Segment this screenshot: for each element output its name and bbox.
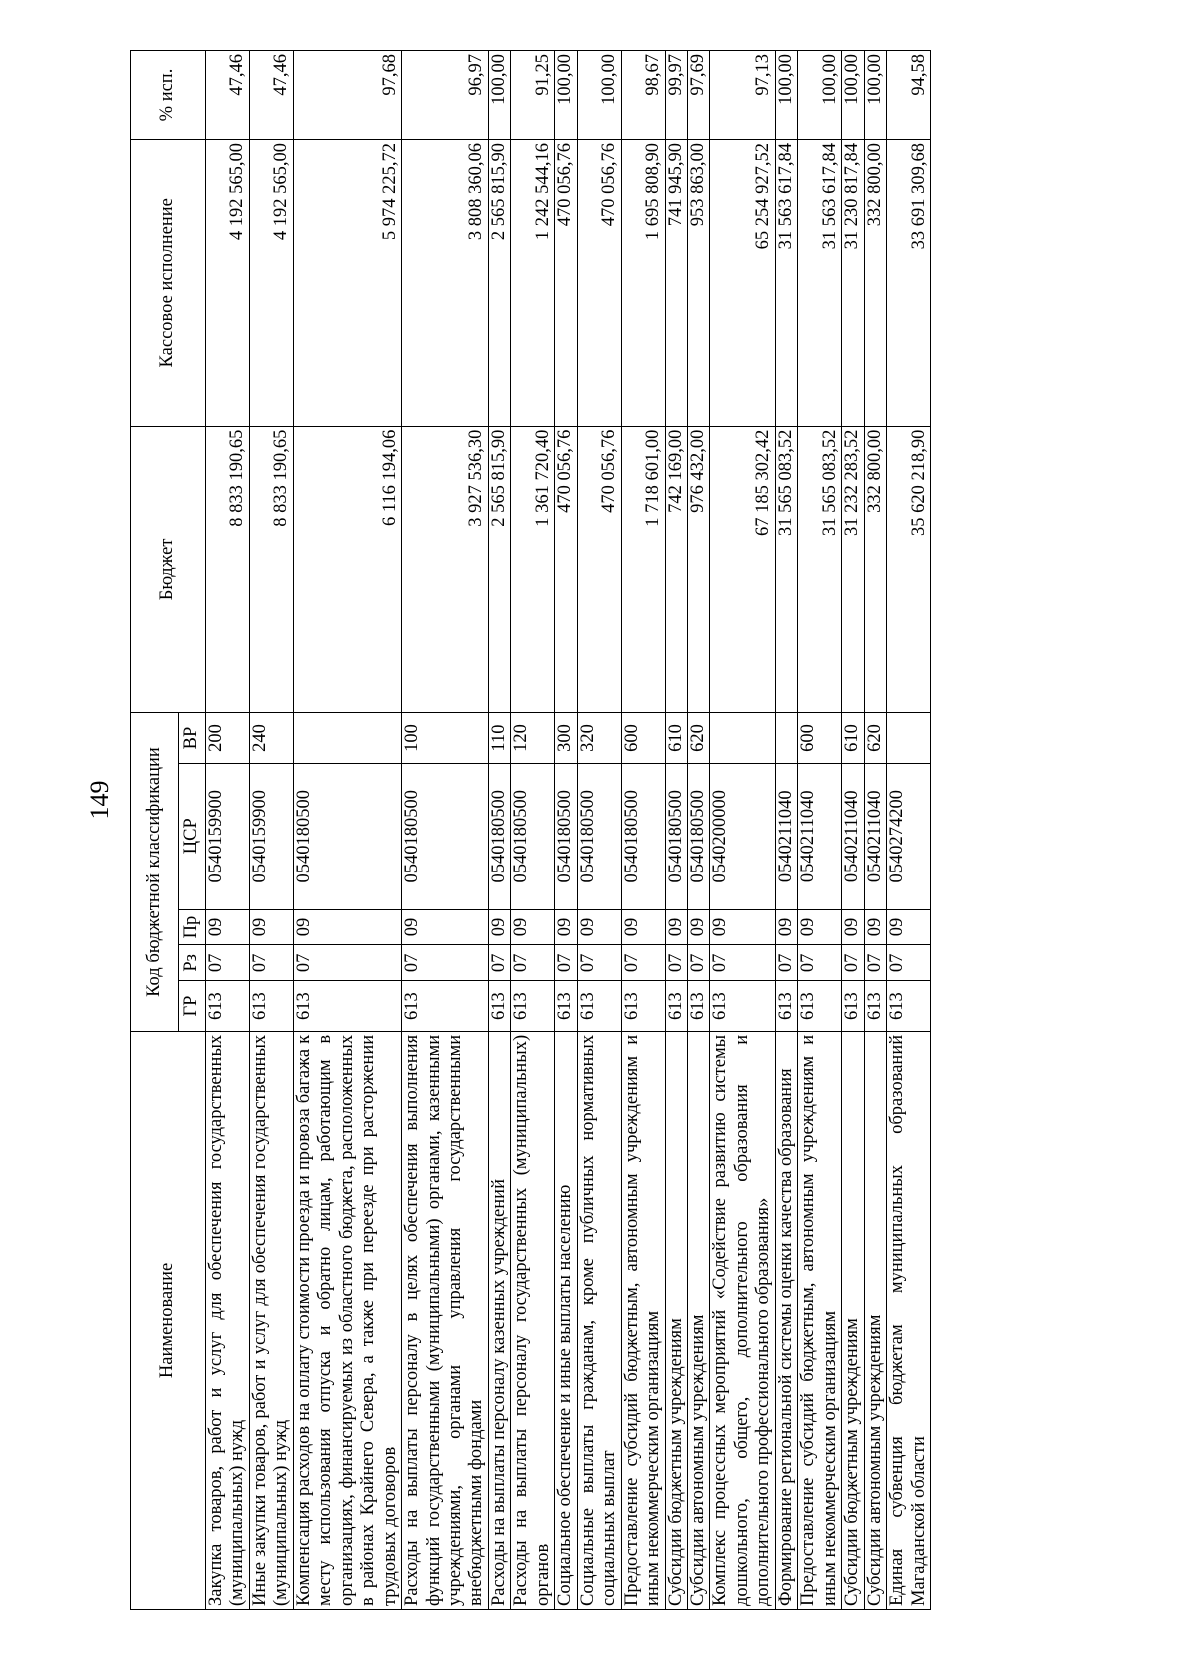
cell-rz: 07	[864, 945, 886, 981]
cell-csr: 0540200000	[710, 763, 775, 909]
cell-budget: 470 056,76	[555, 426, 577, 713]
page-number: 149	[85, 780, 114, 820]
table-row	[206, 51, 250, 1610]
cell-percent: 96,97	[402, 51, 489, 140]
table-row	[621, 51, 665, 1610]
cell-percent: 98,67	[621, 51, 665, 140]
cell-execution: 332 800,00	[864, 140, 886, 427]
cell-budget: 31 565 083,52	[798, 426, 842, 713]
cell-name: Компенсация расходов на оплату стоимости проезда и провоза багажа к месту использования отпуска и обратно лицам, работающим в организациях, финансируемых из областного бюджета, расположенных в районах Крайнего Севера, а также при переезде при расторжении трудовых договоров	[293, 1031, 401, 1609]
cell-pr: 09	[293, 909, 401, 945]
cell-gr: 613	[206, 981, 250, 1032]
cell-budget: 742 169,00	[665, 426, 687, 713]
cell-budget: 67 185 302,42	[710, 426, 775, 713]
rotated-page-content	[130, 50, 1070, 1610]
cell-pr: 09	[665, 909, 687, 945]
cell-rz: 07	[488, 945, 510, 981]
header-execution: Кассовое исполнение	[131, 140, 206, 427]
cell-pr: 09	[687, 909, 709, 945]
cell-csr: 0540180500	[488, 763, 510, 909]
cell-vr	[775, 713, 797, 764]
cell-gr: 613	[577, 981, 621, 1032]
cell-vr: 240	[249, 713, 293, 764]
cell-rz: 07	[687, 945, 709, 981]
cell-pr: 09	[249, 909, 293, 945]
cell-vr	[293, 713, 401, 764]
header-name: Наименование	[131, 1031, 206, 1609]
cell-pr: 09	[488, 909, 510, 945]
cell-budget: 3 927 536,30	[402, 426, 489, 713]
cell-name: Социальные выплаты гражданам, кроме публичных нормативных социальных выплат	[577, 1031, 621, 1609]
cell-execution: 470 056,76	[555, 140, 577, 427]
cell-csr: 0540180500	[293, 763, 401, 909]
cell-csr: 0540159900	[206, 763, 250, 909]
header-budget: Бюджет	[131, 426, 206, 713]
cell-name: Иные закупки товаров, работ и услуг для обеспечения государственных (муниципальных) нужд	[249, 1031, 293, 1609]
table-row	[687, 51, 709, 1610]
cell-vr: 100	[402, 713, 489, 764]
cell-execution: 470 056,76	[577, 140, 621, 427]
table-row	[887, 51, 931, 1610]
cell-vr: 610	[665, 713, 687, 764]
cell-vr: 110	[488, 713, 510, 764]
cell-csr: 0540180500	[665, 763, 687, 909]
cell-csr: 0540159900	[249, 763, 293, 909]
cell-vr	[710, 713, 775, 764]
table-row	[665, 51, 687, 1610]
cell-name: Социальное обеспечение и иные выплаты населению	[555, 1031, 577, 1609]
cell-percent: 94,58	[887, 51, 931, 140]
cell-rz: 07	[621, 945, 665, 981]
cell-budget: 470 056,76	[577, 426, 621, 713]
cell-execution: 953 863,00	[687, 140, 709, 427]
cell-execution: 1 242 544,16	[511, 140, 555, 427]
cell-vr: 300	[555, 713, 577, 764]
cell-execution: 4 192 565,00	[249, 140, 293, 427]
cell-percent: 47,46	[206, 51, 250, 140]
cell-gr: 613	[842, 981, 864, 1032]
cell-rz: 07	[511, 945, 555, 981]
cell-execution: 31 230 817,84	[842, 140, 864, 427]
cell-rz: 07	[249, 945, 293, 981]
cell-percent: 100,00	[555, 51, 577, 140]
cell-budget: 2 565 815,90	[488, 426, 510, 713]
cell-percent: 100,00	[842, 51, 864, 140]
cell-csr: 0540211040	[775, 763, 797, 909]
cell-csr: 0540180500	[687, 763, 709, 909]
cell-rz: 07	[710, 945, 775, 981]
cell-rz: 07	[665, 945, 687, 981]
cell-vr: 600	[798, 713, 842, 764]
cell-csr: 0540180500	[621, 763, 665, 909]
cell-percent: 100,00	[488, 51, 510, 140]
table-row	[511, 51, 555, 1610]
budget-execution-table	[130, 50, 931, 1610]
cell-name: Субсидии автономным учреждениям	[864, 1031, 886, 1609]
cell-percent: 47,46	[249, 51, 293, 140]
cell-pr: 09	[842, 909, 864, 945]
cell-budget: 35 620 218,90	[887, 426, 931, 713]
cell-budget: 8 833 190,65	[249, 426, 293, 713]
header-pr: Пр	[179, 909, 206, 945]
cell-name: Расходы на выплаты персоналу казенных учреждений	[488, 1031, 510, 1609]
header-vr: ВР	[179, 713, 206, 764]
cell-name: Субсидии бюджетным учреждениям	[842, 1031, 864, 1609]
cell-name: Предоставление субсидий бюджетным, автономным учреждениям и иным некоммерческим организациям	[621, 1031, 665, 1609]
cell-budget: 976 432,00	[687, 426, 709, 713]
cell-name: Субсидии автономным учреждениям	[687, 1031, 709, 1609]
cell-execution: 741 945,90	[665, 140, 687, 427]
cell-rz: 07	[842, 945, 864, 981]
cell-percent: 100,00	[577, 51, 621, 140]
cell-gr: 613	[555, 981, 577, 1032]
cell-name: Единая субвенция бюджетам муниципальных образований Магаданской области	[887, 1031, 931, 1609]
cell-name: Расходы на выплаты персоналу в целях обеспечения выполнения функций государственными (муниципальными) органами, казенными учреждениями, органами управления государственными внебюджетными фондами	[402, 1031, 489, 1609]
table-row	[710, 51, 775, 1610]
cell-rz: 07	[293, 945, 401, 981]
cell-vr: 120	[511, 713, 555, 764]
table-row	[577, 51, 621, 1610]
cell-csr: 0540211040	[842, 763, 864, 909]
table-header	[131, 51, 206, 1610]
cell-gr: 613	[665, 981, 687, 1032]
cell-execution: 4 192 565,00	[206, 140, 250, 427]
cell-rz: 07	[577, 945, 621, 981]
cell-pr: 09	[798, 909, 842, 945]
cell-name: Закупка товаров, работ и услуг для обеспечения государственных (муниципальных) нужд	[206, 1031, 250, 1609]
table-row	[842, 51, 864, 1610]
cell-budget: 1 718 601,00	[621, 426, 665, 713]
cell-gr: 613	[293, 981, 401, 1032]
cell-rz: 07	[887, 945, 931, 981]
cell-gr: 613	[798, 981, 842, 1032]
cell-pr: 09	[511, 909, 555, 945]
cell-percent: 97,68	[293, 51, 401, 140]
cell-execution: 31 563 617,84	[775, 140, 797, 427]
cell-execution: 33 691 309,68	[887, 140, 931, 427]
cell-name: Расходы на выплаты персоналу государственных (муниципальных) органов	[511, 1031, 555, 1609]
cell-percent: 100,00	[864, 51, 886, 140]
cell-vr: 620	[864, 713, 886, 764]
cell-vr: 200	[206, 713, 250, 764]
cell-csr: 0540211040	[798, 763, 842, 909]
cell-percent: 97,13	[710, 51, 775, 140]
cell-pr: 09	[775, 909, 797, 945]
cell-execution: 5 974 225,72	[293, 140, 401, 427]
table-row	[293, 51, 401, 1610]
cell-csr: 0540180500	[511, 763, 555, 909]
cell-execution: 2 565 815,90	[488, 140, 510, 427]
cell-execution: 3 808 360,06	[402, 140, 489, 427]
cell-pr: 09	[206, 909, 250, 945]
cell-vr: 320	[577, 713, 621, 764]
cell-rz: 07	[402, 945, 489, 981]
table-row	[488, 51, 510, 1610]
cell-name: Комплекс процессных мероприятий «Содействие развитию системы дошкольного, общего, дополнительного образования и дополнительного профессионального образования»	[710, 1031, 775, 1609]
cell-budget: 31 565 083,52	[775, 426, 797, 713]
cell-name: Предоставление субсидий бюджетным, автономным учреждениям и иным некоммерческим организациям	[798, 1031, 842, 1609]
cell-rz: 07	[555, 945, 577, 981]
cell-percent: 91,25	[511, 51, 555, 140]
table-row	[402, 51, 489, 1610]
cell-budget: 8 833 190,65	[206, 426, 250, 713]
cell-csr: 0540180500	[555, 763, 577, 909]
cell-vr	[887, 713, 931, 764]
header-code-group: Код бюджетной классификации	[131, 713, 179, 1032]
cell-budget: 332 800,00	[864, 426, 886, 713]
cell-gr: 613	[488, 981, 510, 1032]
cell-gr: 613	[775, 981, 797, 1032]
cell-percent: 100,00	[798, 51, 842, 140]
cell-pr: 09	[577, 909, 621, 945]
cell-execution: 31 563 617,84	[798, 140, 842, 427]
cell-budget: 31 232 283,52	[842, 426, 864, 713]
cell-gr: 613	[687, 981, 709, 1032]
cell-csr: 0540211040	[864, 763, 886, 909]
cell-rz: 07	[798, 945, 842, 981]
table-row	[555, 51, 577, 1610]
cell-pr: 09	[864, 909, 886, 945]
table-row	[864, 51, 886, 1610]
cell-pr: 09	[710, 909, 775, 945]
cell-execution: 65 254 927,52	[710, 140, 775, 427]
cell-gr: 613	[887, 981, 931, 1032]
cell-vr: 600	[621, 713, 665, 764]
cell-csr: 0540180500	[577, 763, 621, 909]
cell-pr: 09	[555, 909, 577, 945]
cell-vr: 620	[687, 713, 709, 764]
header-rz: Рз	[179, 945, 206, 981]
cell-name: Субсидии бюджетным учреждениям	[665, 1031, 687, 1609]
cell-vr: 610	[842, 713, 864, 764]
cell-gr: 613	[249, 981, 293, 1032]
cell-budget: 1 361 720,40	[511, 426, 555, 713]
cell-execution: 1 695 808,90	[621, 140, 665, 427]
header-csr: ЦСР	[179, 763, 206, 909]
table-row	[798, 51, 842, 1610]
table-row	[249, 51, 293, 1610]
cell-percent: 97,69	[687, 51, 709, 140]
cell-percent: 100,00	[775, 51, 797, 140]
cell-gr: 613	[864, 981, 886, 1032]
cell-rz: 07	[206, 945, 250, 981]
cell-gr: 613	[621, 981, 665, 1032]
header-gr: ГР	[179, 981, 206, 1032]
cell-pr: 09	[621, 909, 665, 945]
table-body	[206, 51, 931, 1610]
cell-csr: 0540180500	[402, 763, 489, 909]
cell-gr: 613	[511, 981, 555, 1032]
cell-name: Формирование региональной системы оценки качества образования	[775, 1031, 797, 1609]
cell-gr: 613	[402, 981, 489, 1032]
cell-pr: 09	[402, 909, 489, 945]
cell-budget: 6 116 194,06	[293, 426, 401, 713]
cell-csr: 0540274200	[887, 763, 931, 909]
header-percent: % исп.	[131, 51, 206, 140]
cell-pr: 09	[887, 909, 931, 945]
cell-rz: 07	[775, 945, 797, 981]
cell-gr: 613	[710, 981, 775, 1032]
table-row	[775, 51, 797, 1610]
cell-percent: 99,97	[665, 51, 687, 140]
